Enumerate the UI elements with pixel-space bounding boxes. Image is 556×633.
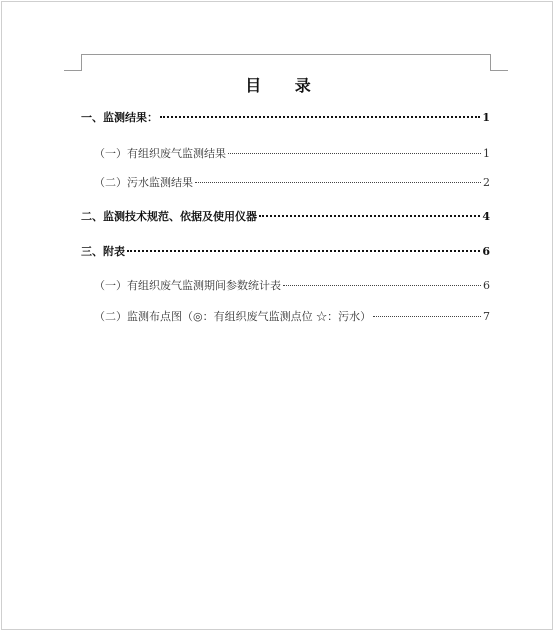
- toc-entry-appendix[interactable]: [81, 244, 490, 260]
- toc-title: 目 录: [245, 76, 325, 95]
- toc-leader-dots: [373, 316, 481, 317]
- header-rule: [81, 54, 491, 55]
- toc-page-number: 1: [482, 111, 490, 124]
- toc-page-number: 7: [483, 310, 490, 323]
- crop-mark-top-right: [490, 54, 491, 71]
- toc-entry-text: （一）有组织废气监测期间参数统计表: [94, 279, 281, 292]
- toc-leader-dots: [228, 153, 481, 154]
- toc-entry-text: 三、附表: [81, 245, 125, 258]
- toc-page-number: 1: [483, 147, 490, 160]
- toc-leader-dots: [160, 116, 480, 118]
- toc-leader-dots: [283, 285, 481, 286]
- toc-entry-monitoring-results[interactable]: [81, 110, 490, 126]
- toc-leader-dots: [127, 250, 480, 252]
- toc-page-number: 6: [482, 245, 490, 258]
- toc-entry-organized-exhaust-results[interactable]: [94, 146, 490, 162]
- document-page: [1, 1, 553, 630]
- toc-entry-technical-specs[interactable]: [81, 209, 490, 225]
- toc-page-number: 6: [483, 279, 490, 292]
- toc-page-number: 4: [482, 210, 490, 223]
- toc-entry-text: （二）监测布点图（◎：有组织废气监测点位 ☆：污水）: [94, 310, 372, 323]
- toc-entry-text: 二、监测技术规范、依据及使用仪器: [81, 210, 257, 223]
- toc-entry-text: 一、监测结果：: [81, 111, 158, 124]
- toc-entry-monitoring-point-map[interactable]: [94, 309, 490, 325]
- toc-leader-dots: [259, 215, 480, 217]
- crop-mark-top-left-horizontal: [64, 70, 82, 71]
- toc-page-number: 2: [483, 176, 490, 189]
- toc-entry-text: （二）污水监测结果: [94, 176, 193, 189]
- crop-mark-top-right-horizontal: [490, 70, 508, 71]
- toc-entry-wastewater-results[interactable]: [94, 175, 490, 191]
- toc-leader-dots: [195, 182, 481, 183]
- toc-entry-exhaust-parameter-table[interactable]: [94, 278, 490, 294]
- toc-entry-text: （一）有组织废气监测结果: [94, 147, 226, 160]
- crop-mark-top-left: [81, 54, 82, 71]
